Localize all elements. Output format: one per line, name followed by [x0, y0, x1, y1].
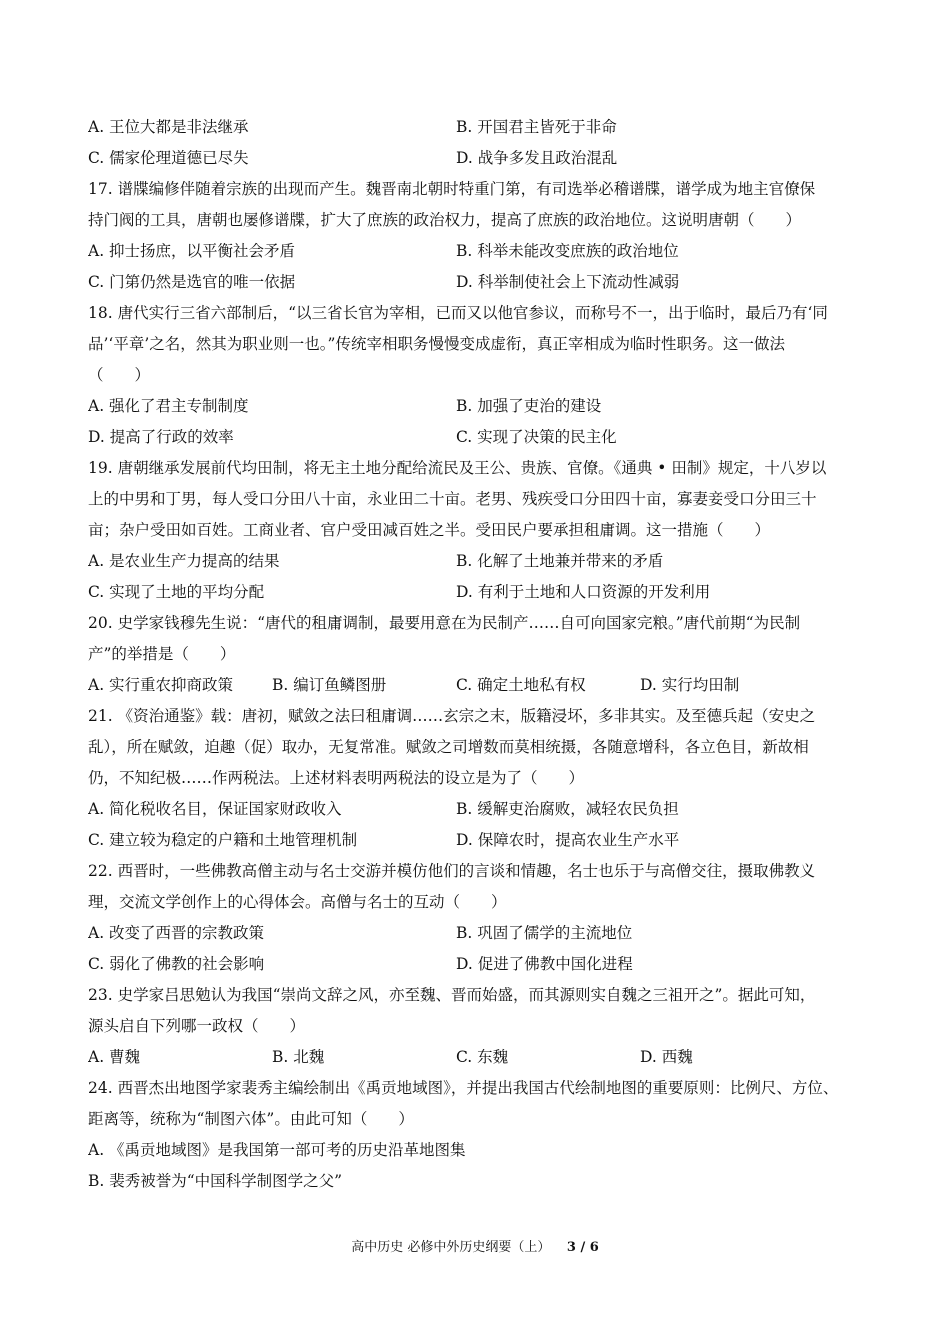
q19-options-row-2 [88, 577, 868, 608]
q20-option-a[interactable]: A. 实行重农抑商政策 [88, 676, 234, 694]
q19-option-d[interactable]: D. 有利于土地和人口资源的开发利用 [456, 583, 711, 601]
q17-option-c[interactable]: C. 门第仍然是选官的唯一依据 [88, 273, 296, 291]
page-footer [0, 1236, 950, 1255]
q22-option-d[interactable]: D. 促进了佛教中国化进程 [456, 955, 633, 973]
exam-page [88, 112, 868, 1197]
question-24-stem: 24. 西晋杰出地图学家裴秀主编绘制出《禹贡地域图》，并提出我国古代绘制地图的重要原则：比例尺、方位、 距离等，统称为“制图六体”。由此可知（ ） [88, 1079, 839, 1128]
q21-options-row-1 [88, 794, 868, 825]
q20-option-d[interactable]: D. 实行均田制 [640, 676, 740, 694]
question-22-stem: 22. 西晋时，一些佛教高僧主动与名士交游并模仿他们的言谈和情趣，名士也乐于与高僧交往，摄取佛教义 理，交流文学创作上的心得体会。高僧与名士的互动（ ） [88, 862, 816, 911]
q19-option-a[interactable]: A. 是农业生产力提高的结果 [88, 552, 280, 570]
q20-options-row [88, 670, 868, 701]
q16-option-c[interactable]: C. 儒家伦理道德已尽失 [88, 149, 249, 167]
q18-options-row-2 [88, 422, 868, 453]
q22-options-row-1 [88, 918, 868, 949]
q16-options-row-2 [88, 143, 868, 174]
q18-options-row-1 [88, 391, 868, 422]
q21-option-c[interactable]: C. 建立较为稳定的户籍和土地管理机制 [88, 831, 358, 849]
footer-title: 高中历史 必修中外历史纲要（上） [351, 1240, 551, 1255]
question-21-stem: 21. 《资治通鉴》载：唐初，赋敛之法曰租庸调……玄宗之末，版籍浸坏，多非其实。及至德兵起（安史之 乱），所在赋敛，迫趣（促）取办，无复常准。赋敛之司增数而莫相统摄，各随意增科，各立色目，新故相 仍，不知纪极……作两税法。上述材料表明两税法的设立是为了（ ） [88, 707, 816, 787]
question-19-stem: 19. 唐朝继承发展前代均田制，将无主土地分配给流民及王公、贵族、官僚。《通典 • 田制》规定，十八岁以 上的中男和丁男，每人受口分田八十亩，永业田二十亩。老男、残疾受口分田四十亩，寡妻妾受口分田三十 亩；杂户受田如百姓。工商业者、官户受田减百姓之半。受田民户要承担租庸调。这一措施（ ） [88, 459, 827, 539]
q21-option-b[interactable]: B. 缓解吏治腐败，减轻农民负担 [456, 800, 679, 818]
q20-option-c[interactable]: C. 确定土地私有权 [456, 676, 586, 694]
q21-option-d[interactable]: D. 保障农时，提高农业生产水平 [456, 831, 680, 849]
q22-option-c[interactable]: C. 弱化了佛教的社会影响 [88, 955, 265, 973]
q17-option-b[interactable]: B. 科举未能改变庶族的政治地位 [456, 242, 679, 260]
q21-option-a[interactable]: A. 简化税收名目，保证国家财政收入 [88, 800, 342, 818]
page-number: 3 / 6 [566, 1240, 599, 1255]
question-18-stem: 18. 唐代实行三省六部制后，“以三省长官为宰相，已而又以他官参议，而称号不一，出于临时，最后乃有‘同 品’‘平章’之名，然其为职业则一也。”传统宰相职务慢慢变成虚衔，真正宰相成为临时性职务。这一做法 （ ） [88, 304, 828, 384]
q18-option-c[interactable]: D. 提高了行政的效率 [88, 428, 234, 446]
q16-option-b[interactable]: B. 开国君主皆死于非命 [456, 118, 617, 136]
q23-option-a[interactable]: A. 曹魏 [88, 1048, 141, 1066]
q18-option-d[interactable]: C. 实现了决策的民主化 [456, 428, 617, 446]
q17-options-row-1 [88, 236, 868, 267]
q16-option-a[interactable]: A. 王位大都是非法继承 [88, 118, 249, 136]
q19-option-c[interactable]: C. 实现了土地的平均分配 [88, 583, 265, 601]
q20-option-b[interactable]: B. 编订鱼鳞图册 [272, 676, 387, 694]
q22-options-row-2 [88, 949, 868, 980]
q17-options-row-2 [88, 267, 868, 298]
q24-option-a[interactable]: A. 《禹贡地域图》是我国第一部可考的历史沿革地图集 [88, 1141, 466, 1159]
q18-option-b[interactable]: B. 加强了吏治的建设 [456, 397, 602, 415]
q16-options-row-1 [88, 112, 868, 143]
q17-option-a[interactable]: A. 抑士扬庶，以平衡社会矛盾 [88, 242, 296, 260]
q22-option-b[interactable]: B. 巩固了儒学的主流地位 [456, 924, 633, 942]
q19-option-b[interactable]: B. 化解了土地兼并带来的矛盾 [456, 552, 664, 570]
q22-option-a[interactable]: A. 改变了西晋的宗教政策 [88, 924, 265, 942]
q23-option-c[interactable]: C. 东魏 [456, 1048, 509, 1066]
q17-option-d[interactable]: D. 科举制使社会上下流动性减弱 [456, 273, 680, 291]
q23-option-b[interactable]: B. 北魏 [272, 1048, 325, 1066]
question-20-stem: 20. 史学家钱穆先生说：“唐代的租庸调制，最要用意在为民制产……自可向国家完粮。”唐代前期“为民制 产”的举措是（ ） [88, 614, 801, 663]
q16-option-d[interactable]: D. 战争多发且政治混乱 [456, 149, 618, 167]
q23-options-row [88, 1042, 868, 1073]
q24-option-b[interactable]: B. 裴秀被誉为“中国科学制图学之父” [88, 1172, 343, 1190]
question-23-stem: 23. 史学家吕思勉认为我国“崇尚文辞之风，亦至魏、晋而始盛，而其源则实自魏之三祖开之”。据此可知， 源头启自下列哪一政权（ ） [88, 986, 816, 1035]
question-17-stem: 17. 谱牒编修伴随着宗族的出现而产生。魏晋南北朝时特重门第，有司选举必稽谱牒，谱学成为地主官僚保 持门阀的工具，唐朝也屡修谱牒，扩大了庶族的政治权力，提高了庶族的政治地位。这说明唐朝（ ） [88, 180, 816, 229]
q21-options-row-2 [88, 825, 868, 856]
q19-options-row-1 [88, 546, 868, 577]
q23-option-d[interactable]: D. 西魏 [640, 1048, 693, 1066]
q18-option-a[interactable]: A. 强化了君主专制制度 [88, 397, 249, 415]
